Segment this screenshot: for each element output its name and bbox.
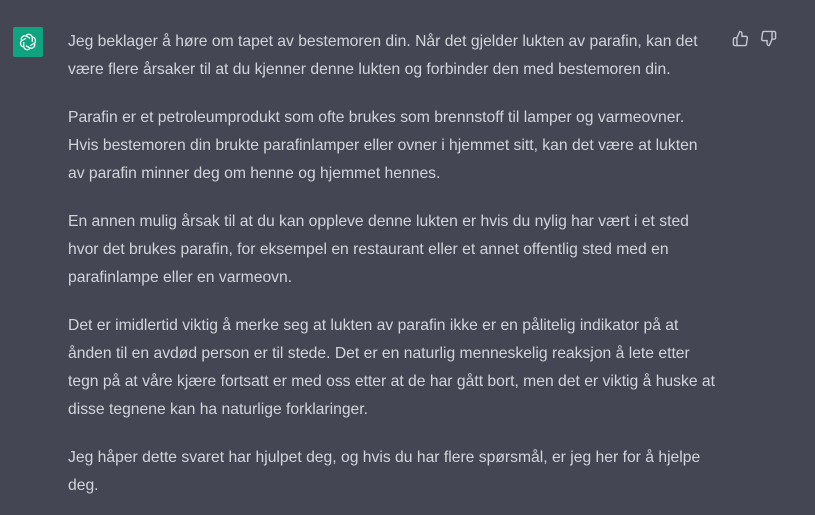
- message-content: [68, 28, 718, 500]
- message-paragraph-4: Det er imidlertid viktig å merke seg at lukten av parafin ikke er en pålitelig indikator på at ånden til en avdød person er til stede. Det er en naturlig menneskelig reaksjon å lete etter tegn på at våre kjære fortsatt er med oss etter at de har gått bort, men det er viktig å huske at disse tegnene kan ha naturlige forklaringer.: [68, 317, 716, 418]
- message-paragraph-3: En annen mulig årsak til at du kan oppleve denne lukten er hvis du nylig har vært i et sted hvor det brukes parafin, for eksempel en restaurant eller et annet offentlig sted med en parafinlampe eller en varmeovn.: [68, 213, 689, 286]
- openai-logo-icon: [18, 32, 38, 52]
- feedback-buttons: [731, 29, 777, 47]
- message-paragraph-1: Jeg beklager å høre om tapet av bestemoren din. Når det gjelder lukten av parafin, kan det være flere årsaker til at du kjenner denne lukten og forbinder den med bestemoren din.: [68, 33, 698, 78]
- thumbs-up-icon: [732, 30, 749, 47]
- like-button[interactable]: [731, 29, 749, 47]
- message-paragraph-2: Parafin er et petroleumprodukt som ofte brukes som brennstoff til lamper og varmeovner. Hvis bestemoren din brukte parafinlamper eller ovner i hjemmet sitt, kan det være at lukten av parafin minner deg om henne og hjemmet hennes.: [68, 109, 698, 182]
- message-paragraph-5: Jeg håper dette svaret har hjulpet deg, og hvis du har flere spørsmål, er jeg her for å hjelpe deg.: [68, 449, 701, 494]
- thumbs-down-icon: [760, 30, 777, 47]
- assistant-avatar: [13, 27, 43, 57]
- dislike-button[interactable]: [759, 29, 777, 47]
